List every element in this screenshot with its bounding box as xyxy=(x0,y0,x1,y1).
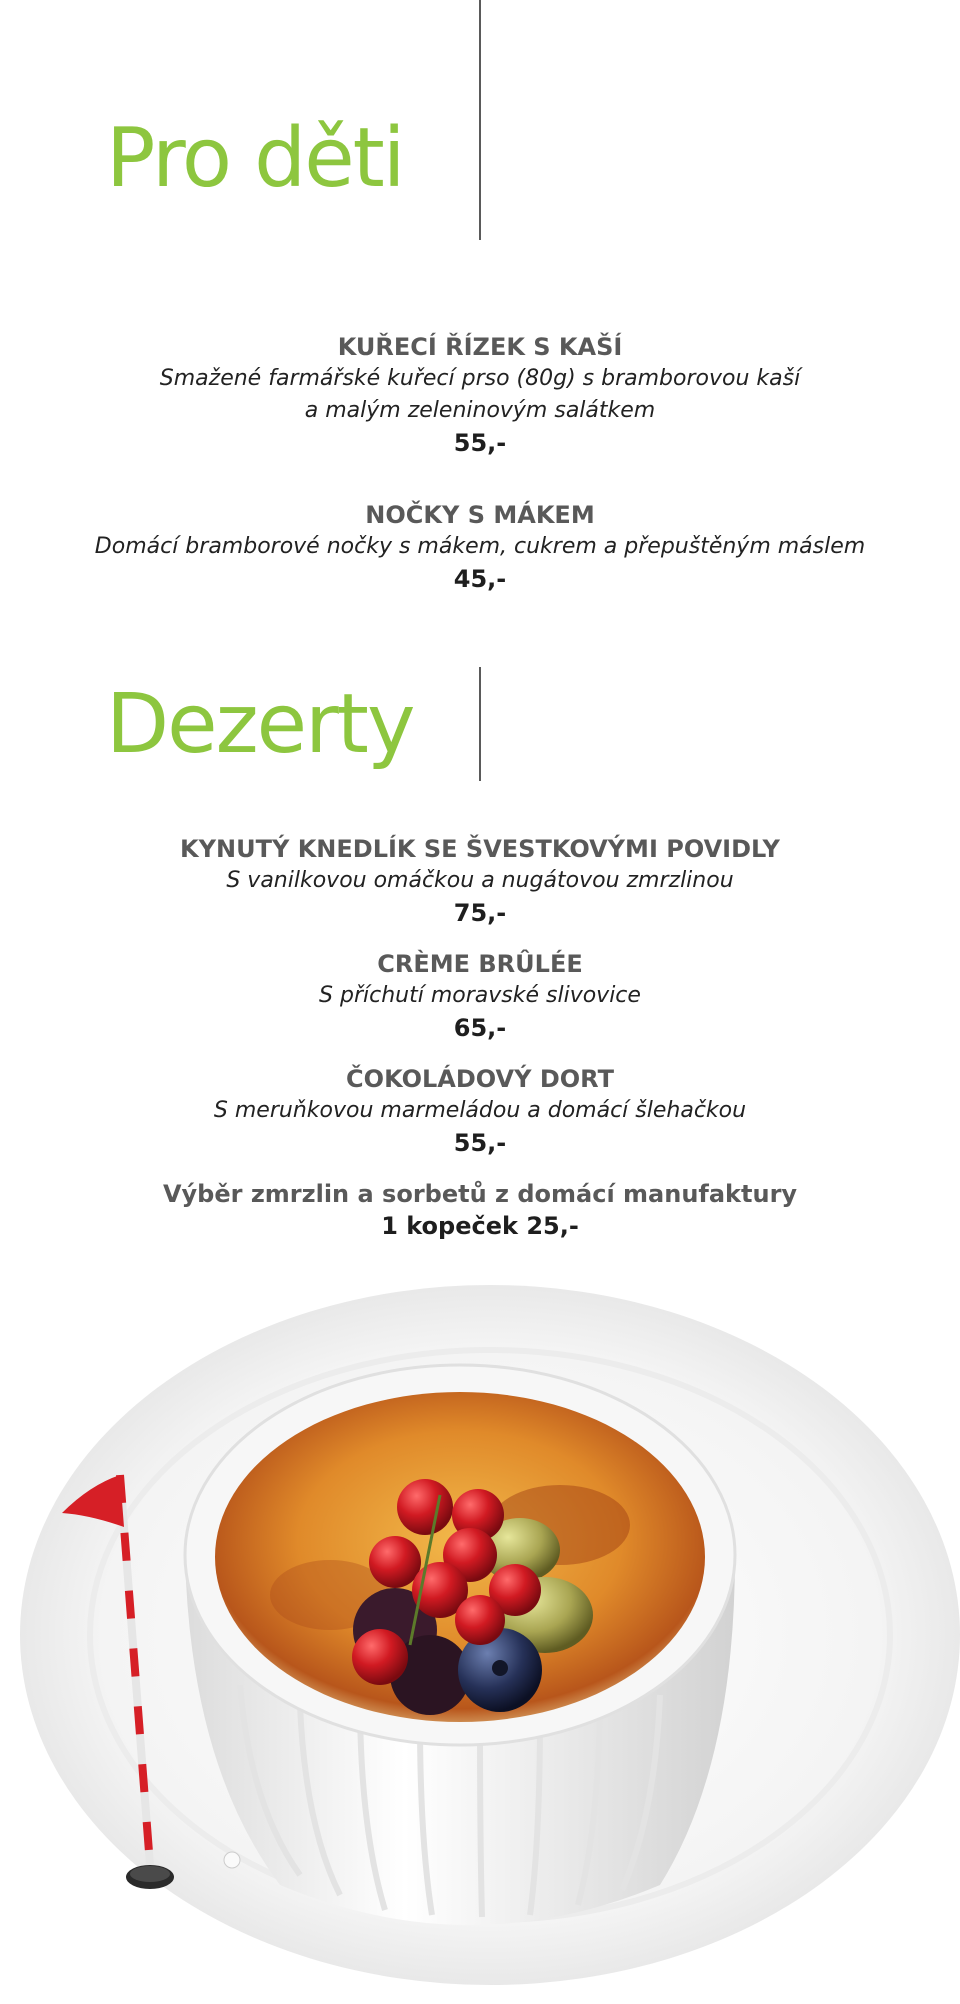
menu-item-description: S vanilkovou omáčkou a nugátovou zmrzlinou xyxy=(226,868,734,893)
menu-item-description: Domácí bramborové nočky s mákem, cukrem a přepuštěným máslem xyxy=(94,534,866,559)
menu-item-name: KUŘECÍ ŘÍZEK S KAŠÍ xyxy=(337,333,623,361)
menu-item-plum-dumpling xyxy=(0,833,960,929)
kids-section-divider xyxy=(479,0,481,240)
menu-item-name: CRÈME BRÛLÉE xyxy=(377,950,583,978)
menu-item-chocolate-cake xyxy=(0,1063,960,1159)
menu-item-creme-brulee xyxy=(0,948,960,1044)
menu-item-description: a malým zeleninovým salátkem xyxy=(304,398,656,423)
menu-item-price: 65,- xyxy=(453,1014,507,1042)
menu-item-name: ČOKOLÁDOVÝ DORT xyxy=(346,1065,614,1093)
desserts-section-divider xyxy=(479,667,481,781)
menu-item-price: 1 kopeček 25,- xyxy=(381,1212,579,1240)
desserts-section-title: Dezerty xyxy=(106,677,414,772)
menu-item-name: KYNUTÝ KNEDLÍK SE ŠVESTKOVÝMI POVIDLY xyxy=(180,835,780,863)
menu-item-description: Smažené farmářské kuřecí prso (80g) s bramborovou kaší xyxy=(159,366,801,391)
menu-item-description: S příchutí moravské slivovice xyxy=(319,983,641,1008)
creme-brulee-photo xyxy=(0,1265,960,2004)
menu-item-price: 55,- xyxy=(453,1129,507,1157)
menu-item-price: 45,- xyxy=(453,565,507,593)
menu-item-name: Výběr zmrzlin a sorbetů z domácí manufaktury xyxy=(162,1180,798,1208)
menu-item-price: 55,- xyxy=(453,429,507,457)
kids-section-title: Pro děti xyxy=(106,111,404,206)
menu-item-price: 75,- xyxy=(453,899,507,927)
menu-item-description: S meruňkovou marmeládou a domácí šlehačkou xyxy=(213,1098,747,1123)
menu-item-ice-cream xyxy=(0,1178,960,1242)
menu-item-gnocchi-poppy xyxy=(0,499,960,595)
menu-item-chicken-schnitzel xyxy=(0,331,960,459)
menu-item-name: NOČKY S MÁKEM xyxy=(365,501,595,529)
